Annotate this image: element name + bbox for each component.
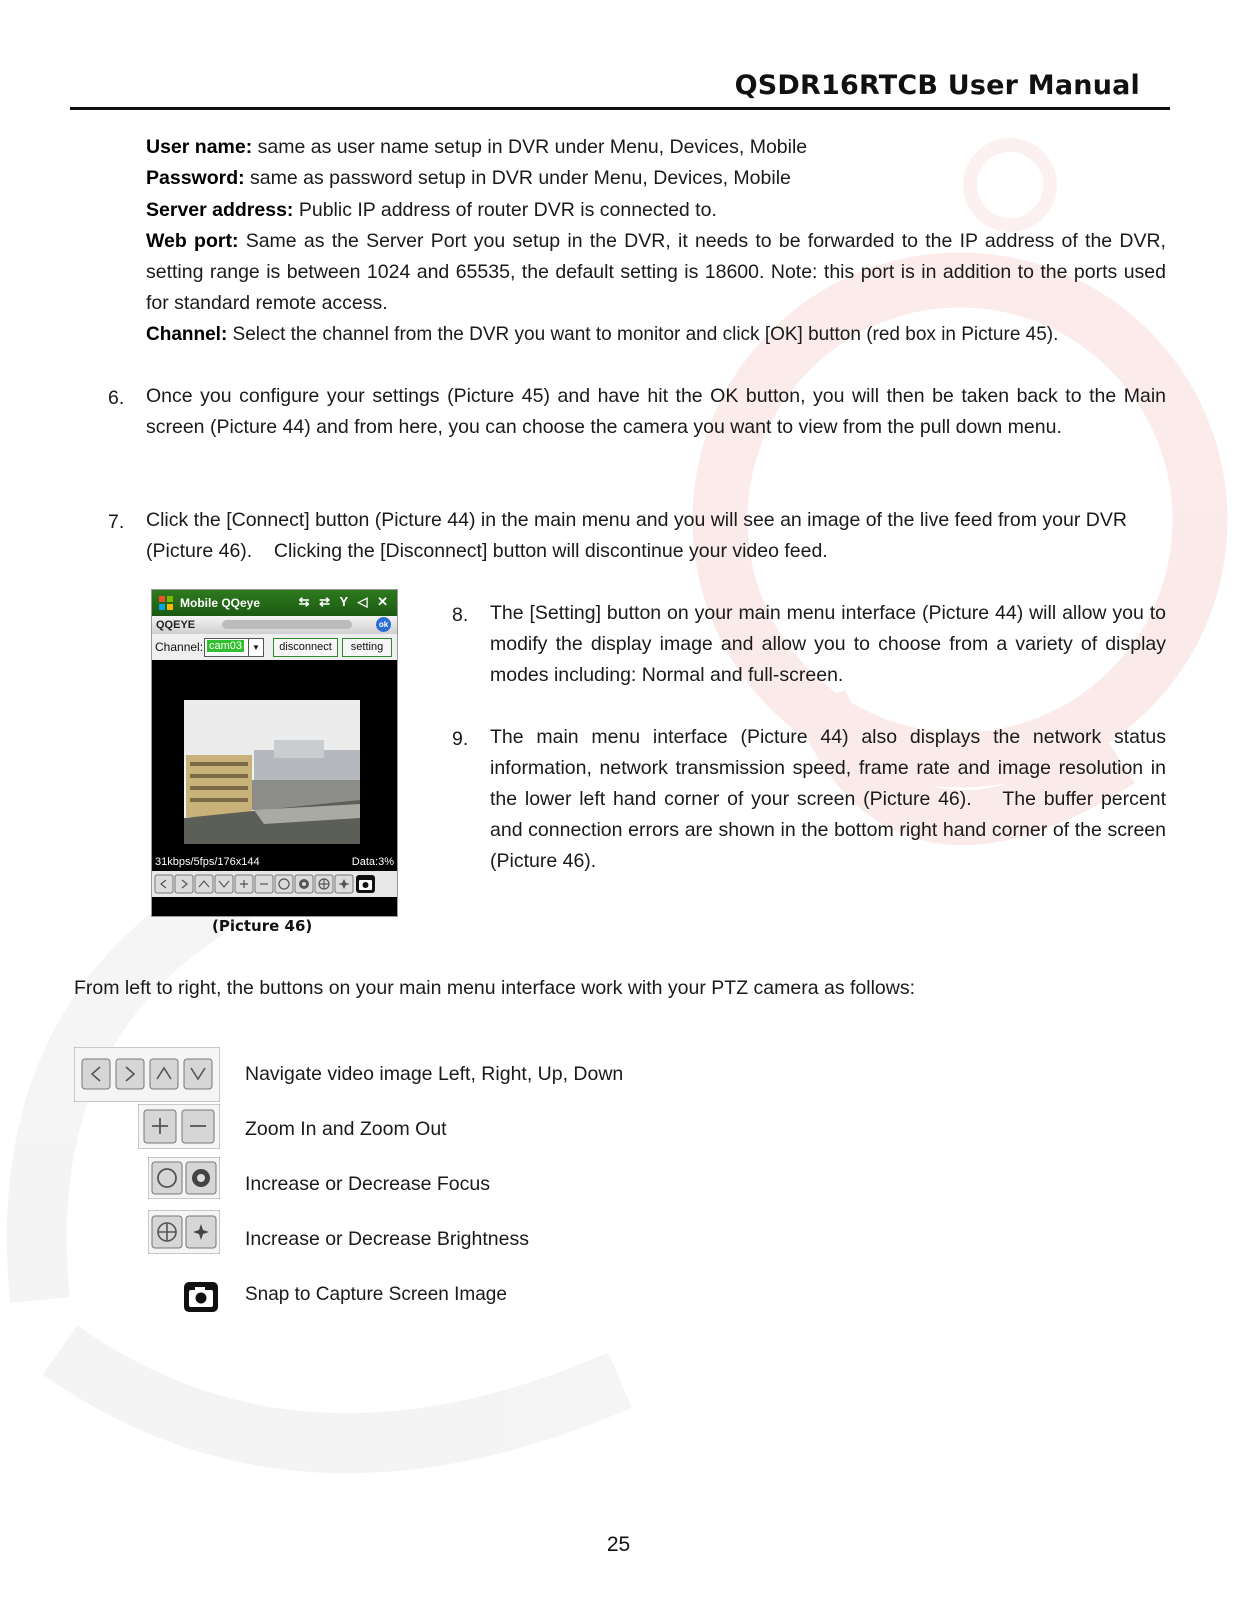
field-text: Same as the Server Port you setup in the DVR, it needs to be forwarded to the IP address of the DVR, setting range is between 1024 and 65535, the default setting is 18600. Note: this port is in addition to the ports used for standard remote access.: [146, 230, 1166, 314]
chevron-down-icon: ▼: [248, 639, 263, 656]
step-number: 7.: [108, 511, 125, 533]
field-text: Select the channel from the DVR you want to monitor and click [OK] button (red box in Picture 45).: [227, 324, 1059, 345]
legend-navigate-text: Navigate video image Left, Right, Up, Down: [245, 1063, 624, 1085]
legend-snapshot-text: Snap to Capture Screen Image: [245, 1284, 507, 1305]
page-number: 25: [606, 1533, 631, 1556]
disconnect-button[interactable]: disconnect: [273, 638, 338, 657]
setting-button[interactable]: setting: [342, 638, 392, 657]
field-text: Public IP address of router DVR is connected to.: [293, 199, 717, 221]
phone-app-title: Mobile QQeye: [180, 596, 261, 610]
step-number: 6.: [108, 387, 125, 409]
channel-value: cam03: [209, 640, 243, 652]
field-user-name: [146, 132, 1166, 163]
phone-progress-track: [222, 620, 352, 629]
phone-status-icons: ⇆ ⇄ Y ◁ ✕: [298, 594, 391, 609]
mobile-app-screenshot: [151, 589, 398, 917]
phone-controls-row: [152, 634, 397, 660]
phone-app-bar: [152, 616, 397, 634]
buttons-intro: From left to right, the buttons on your main menu interface work with your PTZ camera as follows:: [74, 977, 916, 999]
focus-icon: [148, 1157, 220, 1199]
channel-select[interactable]: [204, 638, 264, 657]
live-video-frame: [184, 700, 360, 844]
step-7-text: Click the [Connect] button (Picture 44) in the main menu and you will see an image of the live feed from your DVR (Picture 46). Clicking the [Disconnect] button will discontinue your video feed.: [146, 509, 1133, 562]
step-number: 9.: [452, 728, 469, 750]
legend-zoom-text: Zoom In and Zoom Out: [245, 1118, 447, 1140]
field-web-port: [146, 226, 1166, 319]
ptz-toolbar-icons: [154, 874, 395, 894]
field-password: [146, 163, 1166, 194]
windows-start-icon: [158, 595, 174, 611]
field-label: Web port:: [146, 230, 239, 252]
phone-status-bar: [155, 856, 394, 868]
phone-title-bar: [152, 590, 397, 616]
phone-ptz-toolbar: [152, 871, 397, 897]
channel-label: Channel:: [155, 640, 204, 654]
field-text: same as password setup in DVR under Menu, Devices, Mobile: [244, 167, 791, 189]
zoom-icon: [138, 1104, 220, 1149]
brightness-icon: [148, 1210, 220, 1254]
navigate-arrows-icon: [74, 1047, 220, 1102]
step-8-text: The [Setting] button on your main menu interface (Picture 44) will allow you to modify the display image and allow you to choose from a variety of display modes including: Normal and full-screen.: [490, 602, 1166, 686]
buffer-stats: Data:3%: [351, 856, 394, 868]
field-label: Password:: [146, 167, 245, 189]
phone-app-label: QQEYE: [156, 619, 196, 631]
step-number: 8.: [452, 604, 469, 626]
legend-brightness-text: Increase or Decrease Brightness: [245, 1228, 529, 1250]
manual-title: QSDR16RTCB User Manual: [734, 70, 1140, 101]
network-stats: 31kbps/5fps/176x144: [155, 856, 260, 868]
field-label: Channel:: [146, 324, 228, 345]
header-divider: [70, 107, 1170, 110]
field-server-address: [146, 195, 1166, 226]
legend-focus-text: Increase or Decrease Focus: [245, 1173, 490, 1195]
camera-snapshot-icon: [183, 1281, 219, 1313]
step-6-text: Once you configure your settings (Picture 45) and have hit the OK button, you will then be taken back to the Main screen (Picture 44) and from here, you can choose the camera you want to view from the pull down menu.: [146, 385, 1166, 438]
figure-caption: (Picture 46): [212, 917, 313, 935]
field-text: same as user name setup in DVR under Menu, Devices, Mobile: [252, 136, 808, 158]
step-9-text: The main menu interface (Picture 44) also displays the network status information, network transmission speed, frame rate and image resolution in the lower left hand corner of your screen (Picture 46). The buffer percent and connection errors are shown in the bottom right hand corner of the screen (Picture 46).: [490, 726, 1172, 872]
field-channel: [146, 319, 1176, 350]
field-label: Server address:: [146, 199, 294, 221]
phone-ok-button[interactable]: ok: [376, 617, 391, 632]
field-label: User name:: [146, 136, 253, 158]
